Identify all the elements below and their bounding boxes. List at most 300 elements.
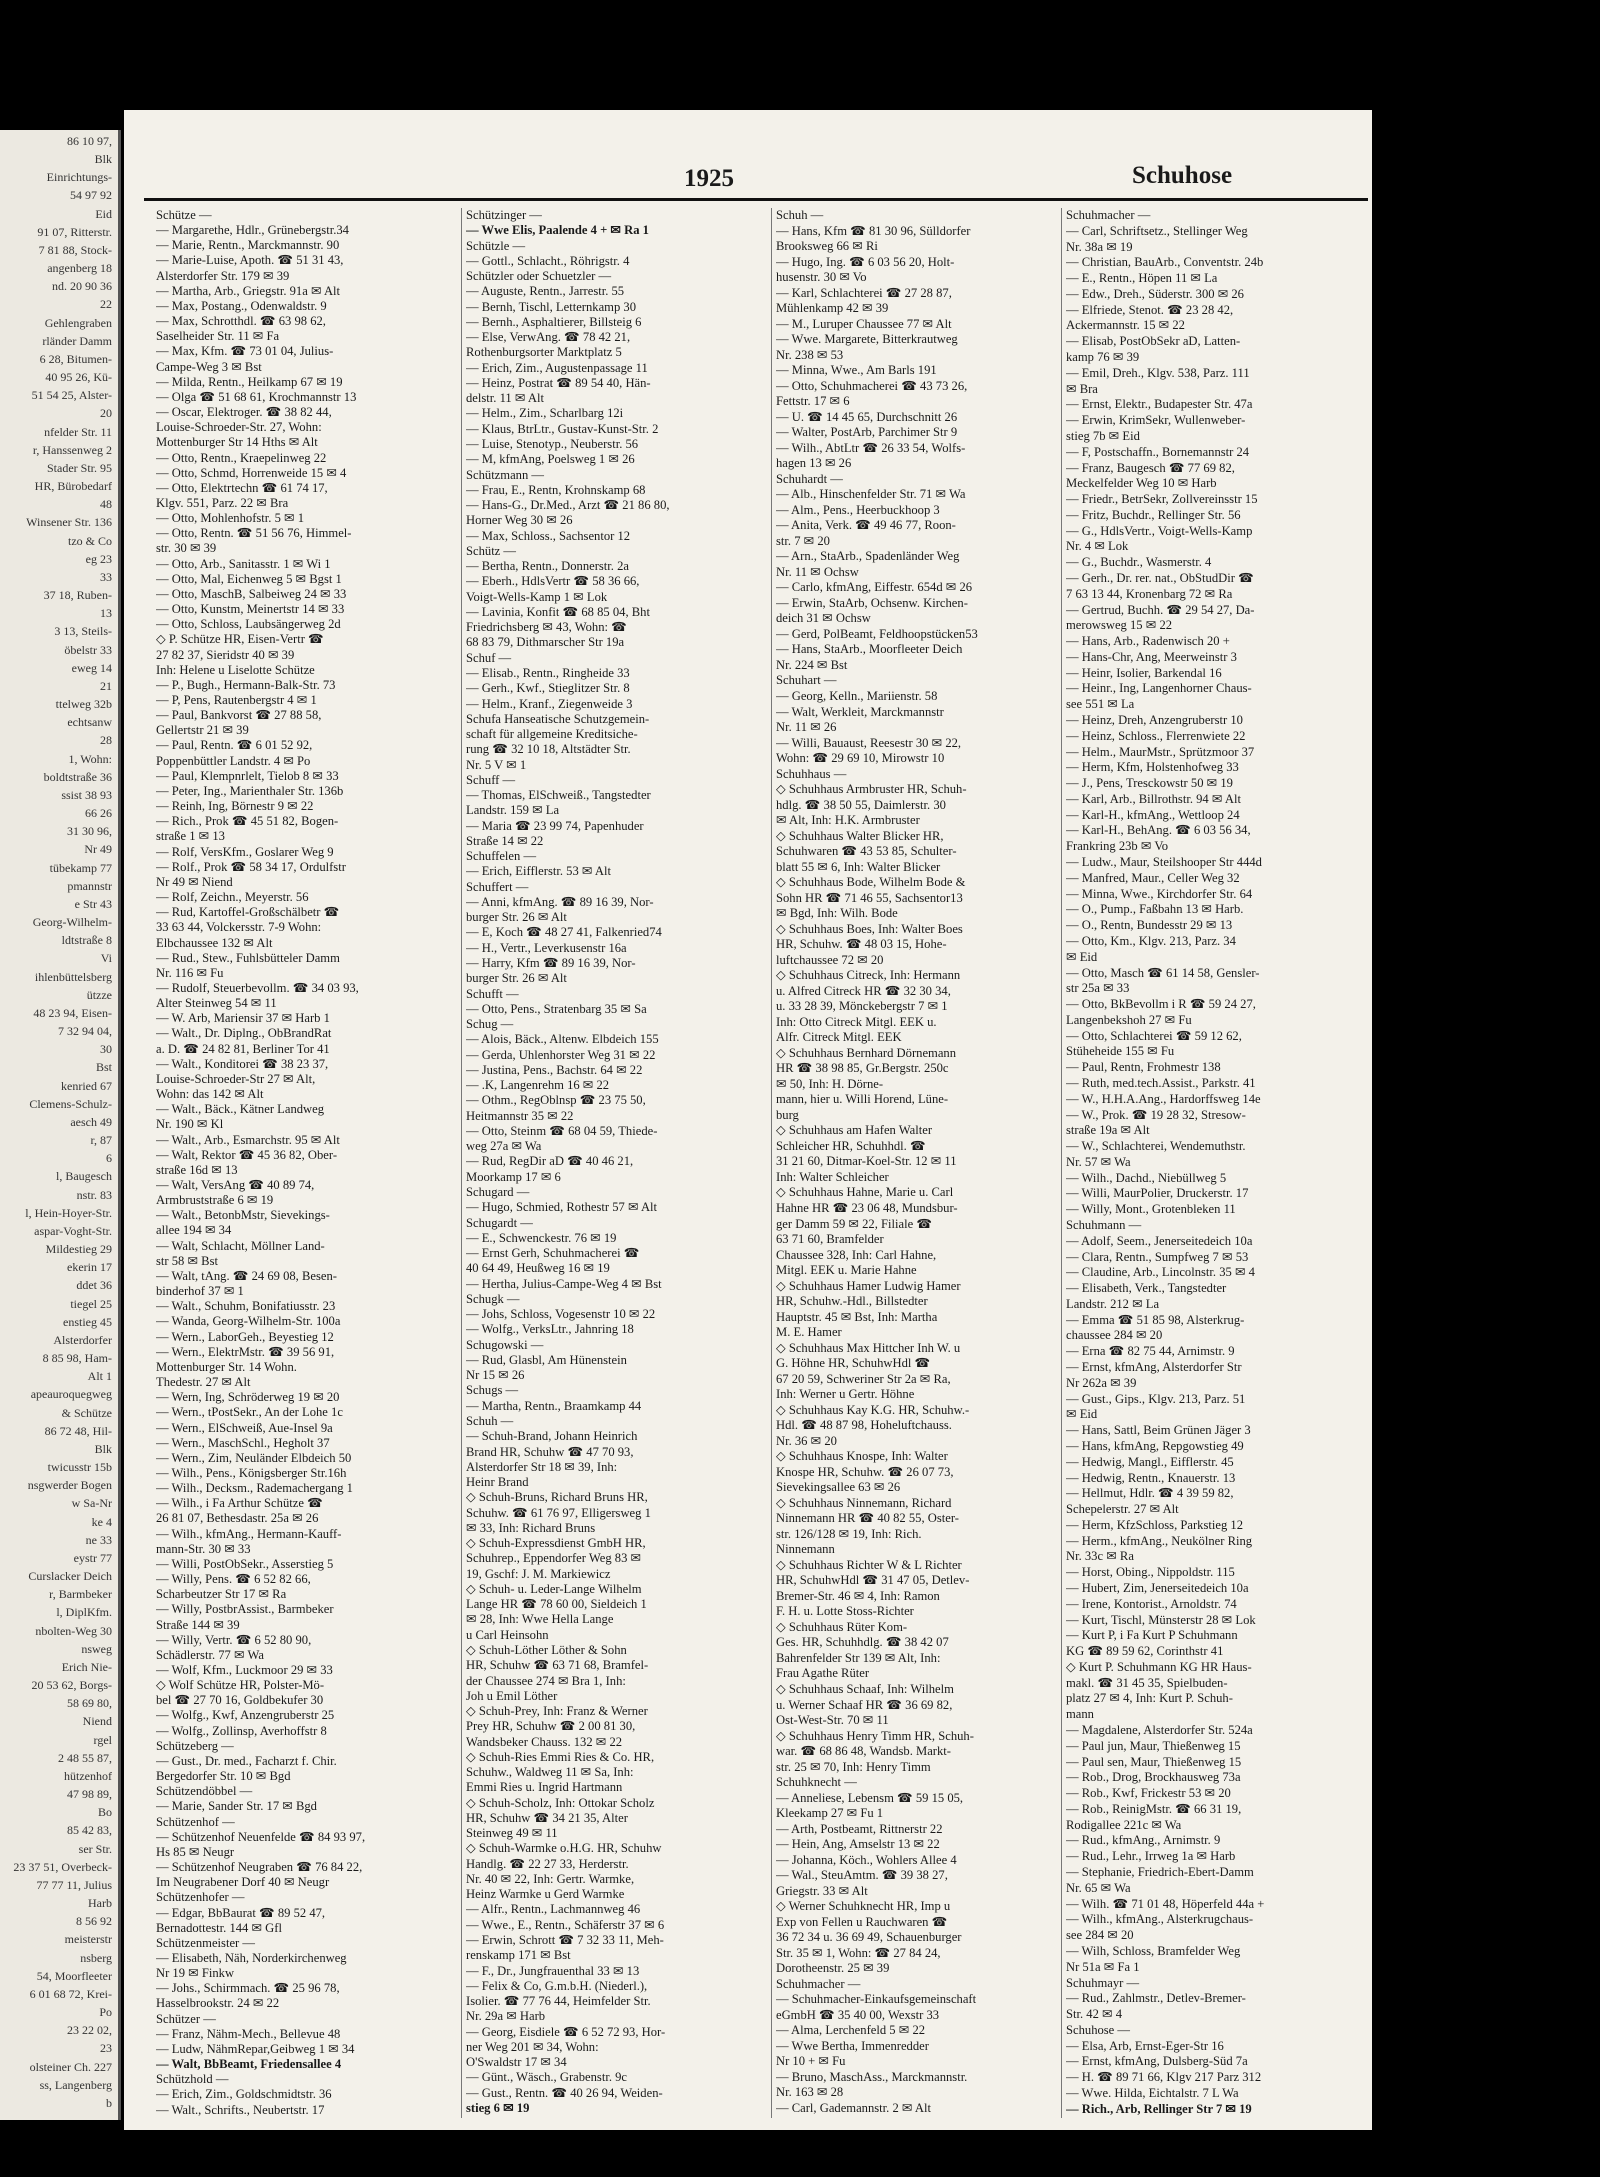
left-page-fragment: Einrichtungs- — [46, 170, 112, 185]
entry-line: Schleicher HR, Schuhhdl. ☎ — [776, 1138, 926, 1153]
left-page-fragment: 20 53 62, Borgs- — [31, 1678, 112, 1693]
entry-line: Nr. 163 ✉ 28 — [776, 2085, 844, 2100]
left-page-fragment: 13 — [100, 606, 112, 621]
entry-line: ◇ Schuhhaus Schaaf, Inh: Wilhelm — [776, 1681, 954, 1696]
entry-line: — Carl, Schriftsetz., Stellinger Weg — [1066, 223, 1248, 238]
entry-line: Ges. HR, Schuhhdlg. ☎ 38 42 07 — [776, 1635, 949, 1650]
entry-line: — E, Koch ☎ 48 27 41, Falkenried74 — [466, 925, 662, 940]
left-page-fragment: 40 95 26, Kü- — [45, 370, 112, 385]
entry-line: — Johs., Schirmmach. ☎ 25 96 78, — [156, 1981, 340, 1996]
entry-line: ◇ Schuhhaus Henry Timm HR, Schuh- — [776, 1728, 974, 1743]
entry-line: — Reinh, Ing, Börnestr 9 ✉ 22 — [156, 799, 314, 814]
entry-line: str. 7 ✉ 20 — [776, 533, 830, 548]
entry-line: — Gust., Dr. med., Facharzt f. Chir. — [156, 1753, 337, 1768]
left-page-fragment: echtsanw — [67, 715, 112, 730]
left-page-margin — [0, 130, 121, 2120]
entry-line: — Wwe Bertha, Immenredder — [776, 2038, 929, 2053]
entry-line: — Edw., Dreh., Süderstr. 300 ✉ 26 — [1066, 286, 1244, 301]
left-page-fragment: Eid — [95, 206, 112, 221]
left-page-fragment: nsweg — [81, 1641, 112, 1656]
entry-line: 36 72 34 u. 36 69 49, Schauenburger — [776, 1930, 962, 1945]
entry-line: — Paul, Rentn, Frohmestr 138 — [1066, 1060, 1221, 1075]
entry-line: ◇ Schuh-Ries Emmi Ries & Co. HR, — [466, 1749, 655, 1764]
entry-line: — Gottl., Schlacht., Röhrigstr. 4 — [466, 253, 630, 268]
entry-line: — Rud., Stew., Fuhlsbütteler Damm — [156, 950, 340, 965]
entry-line: — Peter, Ing., Marienthaler Str. 136b — [156, 783, 344, 798]
entry-line: 27 82 37, Sieridstr 40 ✉ 39 — [156, 647, 295, 662]
entry-line: ✉ Alt, Inh: H.K. Armbruster — [776, 813, 920, 828]
left-page-fragment: aesch 49 — [70, 1114, 112, 1129]
entry-line: stieg 6 ✉ 19 — [466, 2100, 530, 2115]
entry-line: — Elisabeth, Verk., Tangstedter — [1066, 1281, 1227, 1296]
entry-line: — Margarethe, Hdlr., Grünebergstr.34 — [156, 223, 349, 238]
entry-line: Nr. 5 V ✉ 1 — [466, 757, 527, 772]
left-page-fragment: tzo & Co — [68, 533, 112, 548]
entry-line: — Erna ☎ 82 75 44, Arnimstr. 9 — [1066, 1344, 1235, 1359]
entry-line: ◇ Wolf Schütze HR, Polster-Mö- — [156, 1678, 325, 1693]
entry-line: M. E. Hamer — [776, 1325, 842, 1340]
entry-line: Ackermannstr. 15 ✉ 22 — [1066, 318, 1185, 333]
entry-line: — Wilh. ☎ 71 01 48, Höperfeld 44a + — [1066, 1896, 1265, 1911]
entry-line: — Walt., Schuhm, Bonifatiusstr. 23 — [156, 1299, 336, 1314]
entry-line: ◇ Schuhhaus Armbruster HR, Schuh- — [776, 782, 967, 797]
entry-line: — Paul jun, Maur, Thießenweg 15 — [1066, 1738, 1241, 1753]
entry-line: — Arth, Postbeamt, Rittnerstr 22 — [776, 1821, 943, 1836]
entry-line: Schuffert — — [466, 879, 529, 894]
entry-line: Inh: Otto Citreck Mitgl. EEK u. — [776, 1014, 937, 1029]
entry-line: — Wilh., AbtLtr ☎ 26 33 54, Wolfs- — [776, 440, 966, 455]
entry-line: — Wilh., i Fa Arthur Schütze ☎ — [156, 1496, 323, 1511]
entry-line: ◇ Kurt P. Schuhmann KG HR Haus- — [1066, 1659, 1252, 1674]
entry-line: Schützer — — [156, 2011, 216, 2026]
entry-line: Str. 35 ✉ 1, Wohn: ☎ 27 84 24, — [776, 1945, 941, 1960]
entry-line: — Rolf, VersKfm., Goslarer Weg 9 — [156, 844, 334, 859]
entry-line: ◇ Werner Schuhknecht HR, Imp u — [776, 1899, 951, 1914]
entry-line: Alsterdorfer Str. 179 ✉ 39 — [156, 268, 290, 283]
left-page-fragment: r, Barmbeker — [49, 1587, 112, 1602]
entry-line: — Rud, Glasbl, Am Hünenstein — [466, 1352, 627, 1367]
left-page-fragment: 48 23 94, Eisen- — [33, 1005, 112, 1020]
left-page-fragment: 2 48 55 87, — [58, 1750, 112, 1765]
entry-line: Heinz Warmke u Gerd Warmke — [466, 1887, 625, 1902]
left-page-fragment: eystr 77 — [73, 1550, 112, 1565]
entry-line: — Minna, Wwe., Kirchdorfer Str. 64 — [1066, 886, 1253, 901]
entry-line: — Olga ☎ 51 68 61, Krochmannstr 13 — [156, 389, 357, 404]
entry-line: Schuhwaren ☎ 43 53 85, Schulter- — [776, 844, 957, 859]
entry-line: Poppenbüttler Landstr. 4 ✉ Po — [156, 753, 311, 768]
entry-line: — Horst, Obing., Nippoldstr. 115 — [1066, 1565, 1235, 1580]
left-page-fragment: l, DiplKfm. — [56, 1605, 112, 1620]
entry-line: — Arn., StaArb., Spadenländer Weg — [776, 549, 960, 564]
entry-line: — Else, VerwAng. ☎ 78 42 21, — [466, 330, 631, 345]
entry-line: — Willy, PostbrAssist., Barmbeker — [156, 1602, 334, 1617]
entry-line: — Gerh., Dr. rer. nat., ObStudDir ☎ — [1066, 570, 1254, 585]
entry-line: — Wilh., kfmAng., Alsterkrugchaus- — [1066, 1912, 1254, 1927]
left-page-fragment: Winsener Str. 136 — [26, 515, 112, 530]
entry-line: — Otto, Schuhmacherei ☎ 43 73 26, — [776, 378, 968, 393]
entry-line: — Erwin, Schrott ☎ 7 32 33 11, Meh- — [466, 1933, 664, 1948]
entry-line: HR ☎ 38 98 85, Gr.Bergstr. 250c — [776, 1061, 949, 1076]
entry-line: — Kurt P, i Fa Kurt P Schuhmann — [1066, 1628, 1238, 1643]
entry-line: — Walter, PostArb, Parchimer Str 9 — [776, 425, 958, 440]
left-page-fragment: ssist 38 93 — [61, 787, 112, 802]
entry-line: Nr. 57 ✉ Wa — [1066, 1154, 1131, 1169]
entry-line: — Hugo, Schmied, Rothestr 57 ✉ Alt — [466, 1200, 658, 1215]
entry-line: — Willi, PostObSekr., Asserstieg 5 — [156, 1556, 334, 1571]
entry-line: — Erich, Zim., Augustenpassage 11 — [466, 360, 648, 375]
entry-line: — Wern, Ing, Schröderweg 19 ✉ 20 — [156, 1390, 340, 1405]
left-page-fragment: 7 32 94 04, — [58, 1024, 112, 1039]
entry-line: burg — [776, 1107, 799, 1122]
left-page-fragment: 33 — [100, 569, 112, 584]
entry-line: Fettstr. 17 ✉ 6 — [776, 394, 850, 409]
left-page-fragment: e Str 43 — [74, 896, 112, 911]
entry-line: — W., Prok. ☎ 19 28 32, Stresow- — [1066, 1107, 1246, 1122]
entry-line: — Max, Schloss., Sachsentor 12 — [466, 528, 631, 543]
entry-line: Stüheheide 155 ✉ Fu — [1066, 1044, 1175, 1059]
left-page-fragment: 23 37 51, Overbeck- — [13, 1859, 112, 1874]
entry-line: — Anni, kfmAng. ☎ 89 16 39, Nor- — [466, 894, 654, 909]
entry-line: — P, Pens, Rautenbergstr 4 ✉ 1 — [156, 693, 317, 707]
entry-line: Joh u Emil Löther — [466, 1688, 558, 1703]
entry-line: Wohn: das 142 ✉ Alt — [156, 1087, 264, 1102]
entry-line: — Klaus, BtrLtr., Gustav-Kunst-Str. 2 — [466, 421, 659, 436]
entry-line: — Helm., MaurMstr., Sprützmoor 37 — [1066, 744, 1255, 759]
left-page-fragment: nsberg — [80, 1950, 112, 1965]
entry-line: makl. ☎ 31 45 35, Spielbuden- — [1066, 1675, 1228, 1690]
entry-line: — Rud, RegDir aD ☎ 40 46 21, — [466, 1154, 634, 1169]
left-page-fragment: r, 87 — [90, 1133, 112, 1148]
left-page-fragment: 3 13, Steils- — [54, 624, 112, 639]
left-page-fragment: Curslacker Deich — [28, 1569, 112, 1584]
entry-line: Schugk — — [466, 1291, 520, 1306]
entry-line: Campe-Weg 3 ✉ Bst — [156, 359, 262, 374]
entry-line: — W., Schlachterei, Wendemuthstr. — [1066, 1139, 1246, 1154]
left-page-fragment: 20 — [100, 406, 112, 421]
entry-line: ◇ Schuh- u. Leder-Lange Wilhelm — [466, 1581, 642, 1596]
entry-line: ◇ Schuhhaus Bernhard Dörnemann — [776, 1045, 957, 1060]
entry-line: ✉ Bgd, Inh: Wilh. Bode — [776, 906, 898, 921]
entry-line: straße 1 ✉ 13 — [156, 829, 225, 844]
left-page-fragment: w Sa-Nr — [71, 1496, 112, 1511]
entry-line: Exp von Fellen u Rauchwaren ☎ — [776, 1914, 948, 1929]
header-rule — [144, 198, 1368, 201]
running-head: Schuhose — [1132, 162, 1233, 189]
entry-line: Ninnemann — [776, 1542, 835, 1557]
entry-line: Klgv. 551, Parz. 22 ✉ Bra — [156, 495, 289, 510]
entry-line: — Johanna, Köch., Wohlers Allee 4 — [776, 1852, 957, 1867]
entry-line: Hauptstr. 45 ✉ Bst, Inh: Martha — [776, 1309, 938, 1324]
entry-line: Nr. 65 ✉ Wa — [1066, 1880, 1131, 1895]
left-page-fragment: 54, Moorfleeter — [36, 1968, 112, 1983]
entry-line: — Elfriede, Stenot. ☎ 23 28 42, — [1066, 302, 1234, 317]
entry-line: — Schuhmacher-Einkaufsgemeinschaft — [776, 1992, 977, 2007]
left-page-fragment: öbelstr 33 — [64, 642, 112, 657]
entry-line: — Wern., Zim, Neuländer Elbdeich 50 — [156, 1450, 352, 1465]
entry-line: ◇ Schuhhaus Richter W & L Richter — [776, 1557, 962, 1572]
entry-line: Schützeberg — — [156, 1738, 234, 1753]
entry-line: kamp 76 ✉ 39 — [1066, 350, 1140, 365]
entry-line: — Harry, Kfm ☎ 89 16 39, Nor- — [466, 956, 636, 971]
entry-line: — Franz, Nähm-Mech., Bellevue 48 — [156, 2026, 341, 2041]
left-page-fragment: ützze — [86, 987, 112, 1002]
left-page-fragment: Stader Str. 95 — [47, 460, 112, 475]
entry-line: hagen 13 ✉ 26 — [776, 456, 852, 471]
entry-line: — Kurt, Tischl, Münsterstr 28 ✉ Lok — [1066, 1612, 1256, 1627]
entry-line: — H. ☎ 89 71 66, Klgv 217 Parz 312 — [1066, 2070, 1262, 2085]
entry-line: — Marie-Luise, Apoth. ☎ 51 31 43, — [156, 253, 344, 268]
entry-line: Louise-Schroeder-Str. 27, Wohn: — [156, 420, 322, 435]
left-page-fragment: tiegel 25 — [70, 1296, 112, 1311]
left-page-fragment: meisterstr — [64, 1932, 112, 1947]
entry-line: — Ernst Gerh, Schuhmacherei ☎ — [466, 1246, 640, 1261]
entry-line: — E., Schwenckestr. 76 ✉ 19 — [466, 1230, 617, 1245]
entry-line: Nr 51a ✉ Fa 1 — [1066, 1959, 1140, 1974]
entry-line: — Karl, Schlachterei ☎ 27 28 87, — [776, 285, 952, 300]
entry-line: Nr 49 ✉ Niend — [156, 874, 233, 889]
entry-line: — Otto, MaschB, Salbeiweg 24 ✉ 33 — [156, 586, 347, 601]
entry-line: ner Weg 201 ✉ 34, Wohn: — [466, 2039, 599, 2054]
entry-line: str. 30 ✉ 39 — [156, 541, 217, 556]
entry-line: Bernadottestr. 144 ✉ Gfl — [156, 1920, 282, 1935]
entry-line: — Max, Schrotthdl. ☎ 63 98 62, — [156, 314, 326, 329]
entry-line: str 25a ✉ 33 — [1066, 981, 1130, 996]
entry-line: bel ☎ 27 70 16, Goldbekufer 30 — [156, 1693, 324, 1708]
left-page-fragment: enstieg 45 — [63, 1314, 112, 1329]
column-4 — [1066, 208, 1366, 2118]
entry-line: — Otto, Schloss, Laubsängerweg 2d — [156, 617, 341, 632]
entry-line: — Alb., Hinschenfelder Str. 71 ✉ Wa — [776, 487, 966, 502]
entry-line: ◇ Schuhhaus Max Hittcher Inh W. u — [776, 1340, 961, 1355]
entry-line: — E., Rentn., Höpen 11 ✉ La — [1066, 271, 1218, 286]
entry-line: — Ernst, kfmAng, Dulsberg-Süd 7a — [1066, 2054, 1248, 2069]
entry-line: Schugard — — [466, 1185, 530, 1199]
entry-line: — Otto, Rentn., Kraepelinweg 22 — [156, 450, 327, 465]
entry-line: — Edgar, BbBaurat ☎ 89 52 47, — [156, 1905, 326, 1920]
entry-line: Nr. 38a ✉ 19 — [1066, 239, 1133, 254]
entry-line: — U. ☎ 14 45 65, Durchschnitt 26 — [776, 409, 958, 424]
entry-line: Schufft — — [466, 986, 519, 1001]
left-page-fragment: ser Str. — [78, 1841, 112, 1856]
entry-line: Nr. 116 ✉ Fu — [156, 965, 224, 980]
entry-line: Knospe HR, Schuhw. ☎ 26 07 73, — [776, 1464, 954, 1479]
entry-line: Schuhmayr — — [1066, 1975, 1140, 1990]
entry-line: ◇ Schuhhaus Ninnemann, Richard — [776, 1495, 952, 1510]
entry-line: — Alma, Lerchenfeld 5 ✉ 22 — [776, 2023, 926, 2038]
entry-line: see 551 ✉ La — [1066, 697, 1135, 712]
entry-line: Schuhw., Waldweg 11 ✉ Sa, Inh: — [466, 1765, 634, 1780]
entry-line: — .K, Langenrehm 16 ✉ 22 — [466, 1078, 610, 1093]
entry-line: — Rud., Lehr., Irrweg 1a ✉ Harb — [1066, 1849, 1236, 1864]
entry-line: — Wolfg., Zollinsp, Averhoffstr 8 — [156, 1723, 327, 1738]
column-1 — [156, 208, 456, 2118]
entry-line: Schuh — — [776, 208, 824, 222]
page-number: 1925 — [684, 165, 734, 192]
entry-line: — Rich., Arb, Rellinger Str 7 ✉ 19 — [1066, 2101, 1252, 2116]
entry-line: Nr 15 ✉ 26 — [466, 1368, 525, 1383]
entry-line: — Gust., Rentn. ☎ 40 26 94, Weiden- — [466, 2085, 663, 2100]
left-page-fragment: b — [106, 2095, 112, 2110]
entry-line: — Max, Kfm. ☎ 73 01 04, Julius- — [156, 344, 334, 359]
left-page-fragment: nfelder Str. 11 — [44, 424, 112, 439]
left-page-fragment: ke 4 — [91, 1514, 112, 1529]
entry-line: Schuhrep., Eppendorfer Weg 83 ✉ — [466, 1551, 642, 1566]
entry-line: ◇ Schuhhaus Bode, Wilhelm Bode & — [776, 875, 966, 890]
entry-line: — Helm., Kranf., Ziegenweide 3 — [466, 696, 633, 711]
entry-line: Alsterdorfer Str 18 ✉ 39, Inh: — [466, 1459, 618, 1474]
left-page-fragment: aspar-Voght-Str. — [34, 1223, 112, 1238]
entry-line: — Herm, Kfm, Holstenhofweg 33 — [1066, 760, 1239, 775]
entry-line: Schützmann — — [466, 467, 544, 482]
entry-line: Straße 144 ✉ 39 — [156, 1617, 240, 1632]
entry-line: — Alm., Pens., Heerbuckhoop 3 — [776, 502, 940, 517]
left-page-fragment: ss, Langenberg — [39, 2077, 112, 2092]
entry-line: — Walt., Dr. Diplng., ObBrandRat — [156, 1026, 332, 1041]
left-page-fragment: 31 30 96, — [67, 824, 112, 839]
entry-line: burger Str. 26 ✉ Alt — [466, 971, 567, 986]
entry-line: Schuhhaus — — [776, 766, 847, 781]
entry-line: — Otto, Steinm ☎ 68 04 59, Thiede- — [466, 1123, 658, 1138]
entry-line: ✉ 50, Inh: H. Dörne- — [776, 1076, 884, 1091]
left-page-fragment: kenried 67 — [61, 1078, 112, 1093]
entry-line: ✉ 28, Inh: Wwe Hella Lange — [466, 1612, 614, 1627]
entry-line: deich 31 ✉ Ochsw — [776, 611, 871, 626]
entry-line: G. Höhne HR, SchuhwHdl ☎ — [776, 1356, 931, 1371]
left-page-fragment: twicusstr 15b — [47, 1460, 112, 1475]
entry-line: Schützhold — — [156, 2072, 229, 2087]
entry-line: — Heinz, Postrat ☎ 89 54 40, Hän- — [466, 375, 651, 390]
entry-line: — Hans, kfmAng, Repgowstieg 49 — [1066, 1438, 1244, 1453]
entry-line: — Johs, Schloss, Vogesenstr 10 ✉ 22 — [466, 1307, 656, 1322]
left-page-fragment: pmannstr — [67, 878, 112, 893]
entry-line: husenstr. 30 ✉ Vo — [776, 270, 867, 285]
entry-line: 26 81 07, Bethesdastr. 25a ✉ 26 — [156, 1511, 319, 1526]
left-page-fragment: 86 10 97, — [67, 134, 112, 148]
entry-line: — Gerd, PolBeamt, Feldhoopstücken53 — [776, 626, 978, 641]
left-page-fragment: 23 22 02, — [67, 2023, 112, 2038]
entry-line: 19, Gschf: J. M. Markiewicz — [466, 1566, 611, 1581]
entry-line: — Wilh., Pens., Königsberger Str.16h — [156, 1465, 347, 1480]
left-page-fragment: 28 — [100, 733, 112, 748]
entry-line: stieg 7b ✉ Eid — [1066, 428, 1140, 443]
entry-line: — Wern., ElektrMstr. ☎ 39 56 91, — [156, 1344, 335, 1359]
entry-line: — Stephanie, Friedrich-Ebert-Damm — [1066, 1865, 1254, 1880]
left-page-fragment: Blk — [94, 152, 112, 167]
entry-line: — Emma ☎ 51 85 98, Alsterkrug- — [1066, 1312, 1245, 1327]
left-page-fragment: Georg-Wilhelm- — [32, 915, 112, 930]
entry-line: — Hans-G., Dr.Med., Arzt ☎ 21 86 80, — [466, 498, 670, 513]
entry-line: — Otto, Pens., Stratenbarg 35 ✉ Sa — [466, 1001, 647, 1016]
entry-line: Sohn HR ☎ 71 46 55, Sachsentor13 — [776, 890, 963, 905]
entry-line: — Otto, Elektrtechn ☎ 61 74 17, — [156, 480, 328, 495]
entry-line: — Gertrud, Buchh. ☎ 29 54 27, Da- — [1066, 602, 1255, 617]
entry-line: — Willy, Pens. ☎ 6 52 82 66, — [156, 1572, 311, 1587]
entry-line: — Hans, Sattl, Beim Grünen Jäger 3 — [1066, 1423, 1251, 1438]
entry-line: — Hedwig, Mangl., Eifflerstr. 45 — [1066, 1454, 1234, 1469]
entry-line: — Hans, Kfm ☎ 81 30 96, Sülldorfer — [776, 223, 971, 238]
entry-line: der Chaussee 274 ✉ Bra 1, Inh: — [466, 1673, 626, 1688]
entry-line: — Auguste, Rentn., Jarrestr. 55 — [466, 284, 625, 299]
entry-line: ◇ P. Schütze HR, Eisen-Vertr ☎ — [156, 632, 324, 647]
entry-line: Hahne HR ☎ 23 06 48, Mundsbur- — [776, 1201, 958, 1215]
entry-line: — F., Dr., Jungfrauenthal 33 ✉ 13 — [466, 1963, 640, 1978]
entry-line: Steinweg 49 ✉ 11 — [466, 1826, 558, 1841]
entry-line: ◇ Schuh-Bruns, Richard Bruns HR, — [466, 1490, 648, 1505]
left-page-fragment: & Schütze — [61, 1405, 112, 1420]
left-page-fragment: Bo — [97, 1805, 112, 1820]
entry-line: Mottenburger Str. 14 Wohn. — [156, 1359, 297, 1374]
entry-line: — Thomas, ElSchweiß., Tangstedter — [466, 788, 651, 803]
entry-line: — O., Rentn, Bundesstr 29 ✉ 13 — [1066, 918, 1233, 933]
entry-line: Bahrenfelder Str 139 ✉ Alt, Inh: — [776, 1650, 941, 1665]
left-page-fragment: Alt 1 — [87, 1369, 112, 1384]
entry-line: — Heinz, Schloss., Flerrenwiete 22 — [1066, 728, 1246, 743]
entry-line: — Walt., Bäck., Kätner Landweg — [156, 1102, 325, 1117]
entry-line: — Wern., tPostSekr., An der Lohe 1c — [156, 1405, 343, 1420]
directory-page — [124, 110, 1372, 2130]
entry-line: Schuhw. ☎ 61 76 97, Elligersweg 1 — [466, 1505, 651, 1520]
entry-line: — W. Arb, Mariensir 37 ✉ Harb 1 — [156, 1011, 330, 1026]
entry-line: — Rob., ReinigMstr. ☎ 66 31 19, — [1066, 1801, 1242, 1816]
entry-line: 67 20 59, Schweriner Str 2a ✉ Ra, — [776, 1371, 951, 1386]
entry-line: rung ☎ 32 10 18, Altstädter Str. — [466, 742, 631, 757]
entry-line: — Irene, Kontorist., Arnoldstr. 74 — [1066, 1596, 1237, 1611]
entry-line: straße 16d ✉ 13 — [156, 1162, 238, 1177]
entry-line: Bremer-Str. 46 ✉ 4, Inh: Ramon — [776, 1588, 940, 1603]
entry-line: Inh: Walter Schleicher — [776, 1169, 889, 1184]
entry-line: ◇ Schuhhaus Rüter Kom- — [776, 1619, 908, 1634]
entry-line: Schuf — — [466, 650, 512, 665]
entry-line: 33 63 44, Volckersstr. 7-9 Wohn: — [156, 920, 322, 935]
entry-line: mann — [1066, 1707, 1094, 1722]
entry-line: binderhof 37 ✉ 1 — [156, 1284, 244, 1299]
entry-line: ◇ Schuhhaus Citreck, Inh: Hermann — [776, 968, 961, 983]
entry-line: — Emil, Dreh., Klgv. 538, Parz. 111 — [1066, 365, 1250, 380]
entry-line: HR, Schuhw ☎ 63 71 68, Bramfel- — [466, 1658, 649, 1673]
entry-line: Friedrichsberg ✉ 43, Wohn: ☎ — [466, 620, 627, 635]
entry-line: ◇ Schuh-Expressdienst GmbH HR, — [466, 1536, 646, 1551]
entry-line: Nr. 190 ✉ Kl — [156, 1117, 224, 1132]
entry-line: Ost-West-Str. 70 ✉ 11 — [776, 1713, 889, 1728]
entry-line: Schädlerstr. 77 ✉ Wa — [156, 1647, 264, 1662]
entry-line: — Hellmut, Hdlr. ☎ 4 39 59 82, — [1066, 1486, 1234, 1501]
left-page-fragment: r, Hanssenweg 2 — [32, 442, 112, 457]
entry-line: — Georg, Kelln., Mariienstr. 58 — [776, 688, 938, 703]
entry-line: — Rob., Drog, Brockhausweg 73a — [1066, 1770, 1241, 1785]
entry-line: Hdl. ☎ 48 87 98, Hoheluftchauss. — [776, 1418, 952, 1433]
entry-line: Schufa Hanseatische Schutzgemein- — [466, 711, 650, 726]
entry-line: Frau Agathe Rüter — [776, 1666, 870, 1681]
entry-line: Meckelfelder Weg 10 ✉ Harb — [1066, 476, 1217, 491]
entry-line: — Milda, Rentn., Heilkamp 67 ✉ 19 — [156, 374, 343, 389]
left-page-fragment: Harb — [88, 1896, 112, 1911]
left-page-fragment: 91 07, Ritterstr. — [37, 224, 112, 239]
entry-line: Elbchaussee 132 ✉ Alt — [156, 935, 273, 950]
entry-line: 68 83 79, Dithmarscher Str 19a — [466, 635, 625, 650]
entry-line: — Otto, Schmd, Horrenweide 15 ✉ 4 — [156, 465, 347, 480]
entry-line: Hasselbrookstr. 24 ✉ 22 — [156, 1996, 280, 2011]
entry-line: a. D. ☎ 24 82 81, Berliner Tor 41 — [156, 1041, 330, 1056]
entry-line: — Helm., Zim., Scharlbarg 12i — [466, 406, 624, 421]
entry-line: Thedestr. 27 ✉ Alt — [156, 1375, 251, 1390]
entry-line: — Hugo, Ing. ☎ 6 03 56 20, Holt- — [776, 254, 955, 269]
entry-line: ◇ Schuhhaus Hamer Ludwig Hamer — [776, 1278, 961, 1293]
left-page-fragment: 48 — [100, 497, 112, 512]
entry-line: — Karl, Arb., Billrothstr. 94 ✉ Alt — [1066, 791, 1241, 806]
entry-line: — Anneliese, Lebensm ☎ 59 15 05, — [776, 1790, 964, 1805]
entry-line: — Wwe., E., Rentn., Schäferstr 37 ✉ 6 — [466, 1917, 665, 1932]
left-page-fragment: 6 01 68 72, Krei- — [29, 1986, 112, 2001]
